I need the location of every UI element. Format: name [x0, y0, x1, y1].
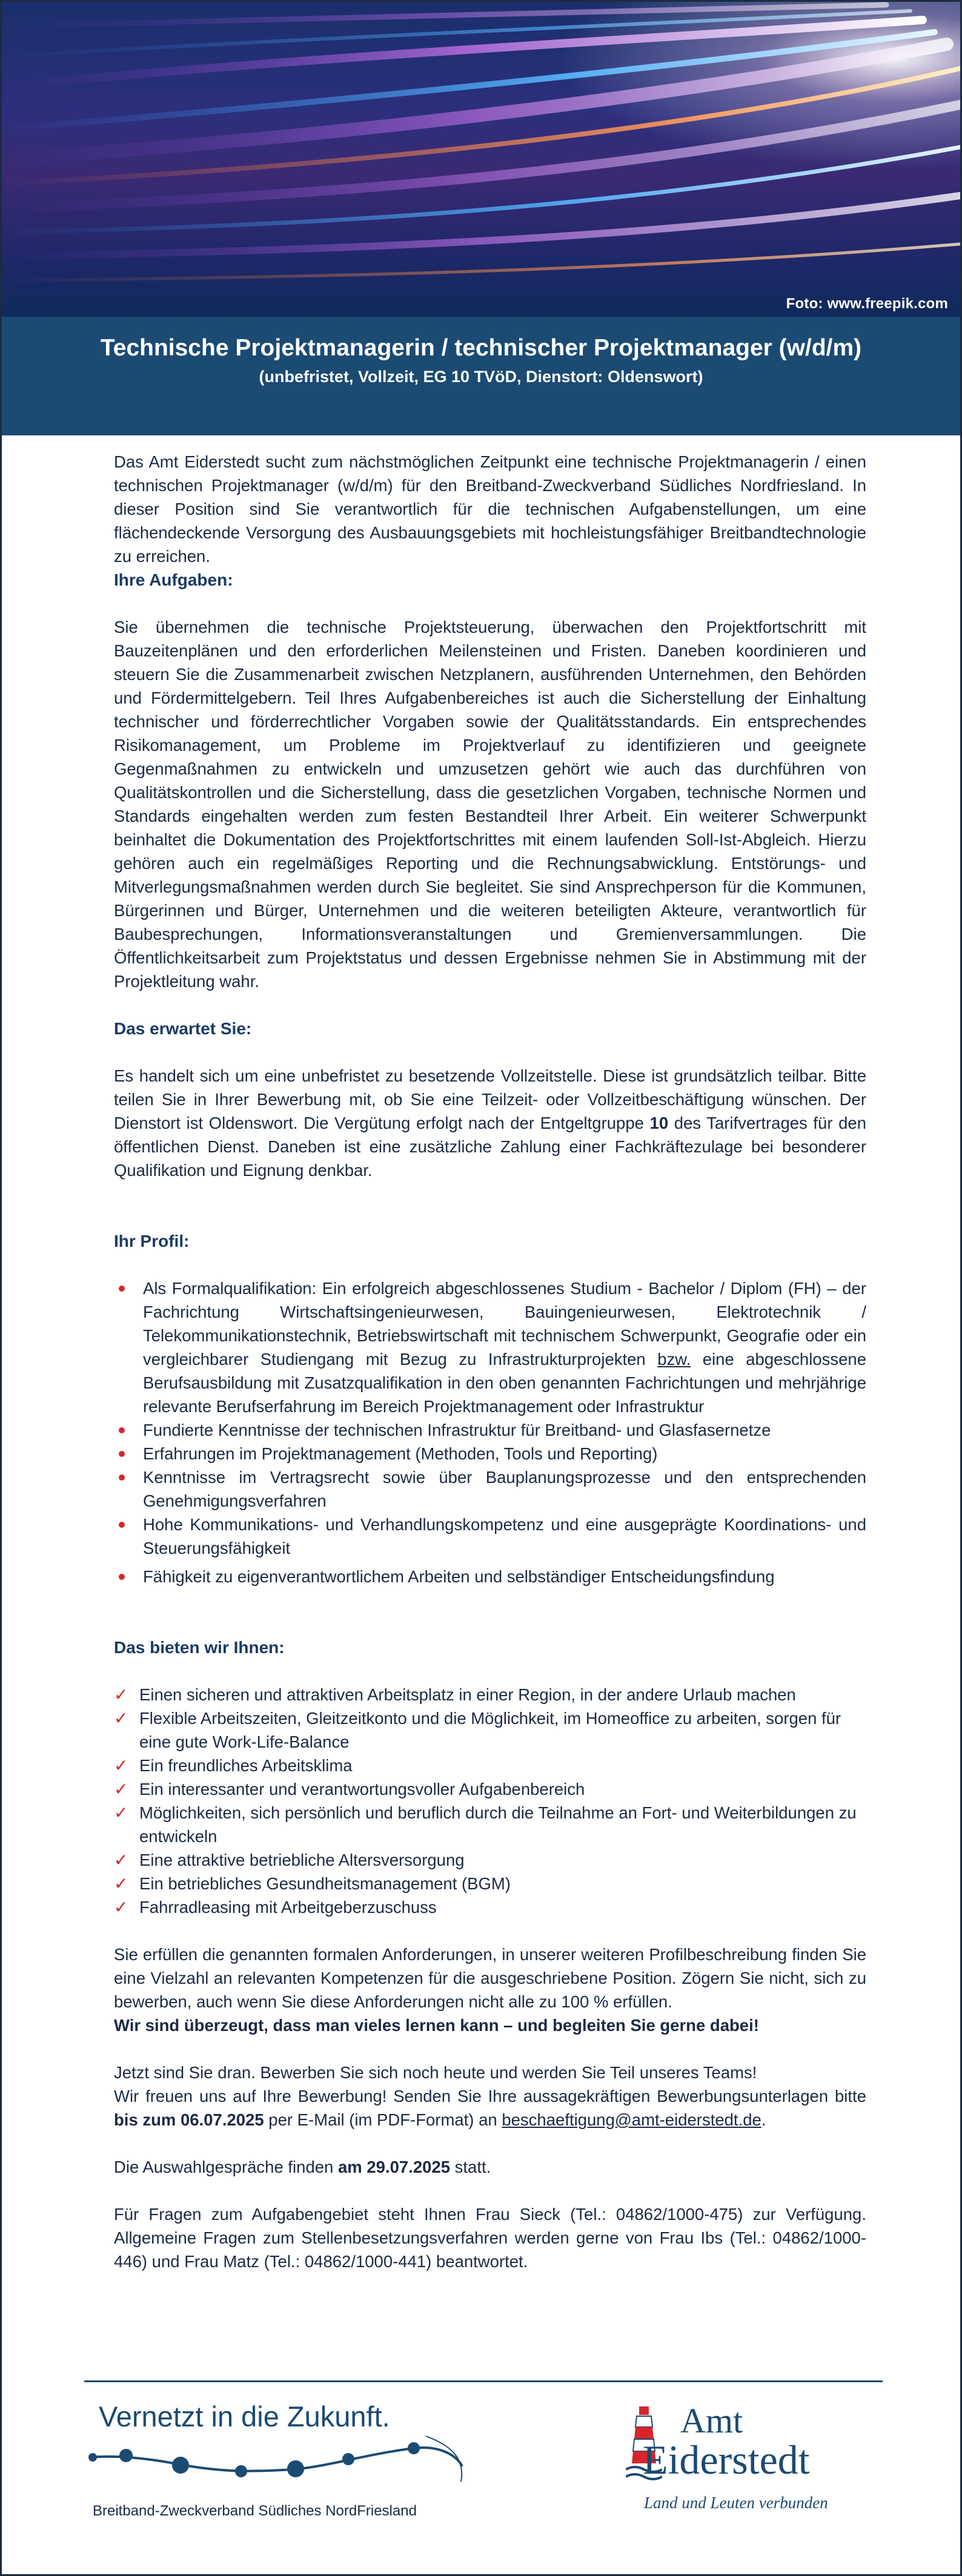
- amt-logo-tagline: Land und Leuten verbunden: [644, 2494, 828, 2512]
- tasks-paragraph: Sie übernehmen die technische Projektsteuerung, überwachen den Projektfortschritt mit Bauzeitenplänen und den erforderlichen Meilensteinen und Fristen. Daneben koordinieren und steuern Sie die Zusammenarbeit zwischen Netzplanern, ausführenden Unternehmen, den Behörden und Fördermittelgebern. Teil Ihres Aufgabenbereiches ist auch die Sicherstellung der Einhaltung technischer und förderrechtlicher Vorgaben sowie der Qualitätsstandards. Ein entsprechendes Risikomanagement, um Probleme im Projektverlauf zu identifizieren und geeignete Gegenmaßnahmen zu entwickeln und umzusetzen gehört wie auch das durchführen von Qualitätskontrollen und die Sicherstellung, dass die gesetzlichen Vorgaben, technische Normen und Standards eingehalten werden zum festen Bestandteil Ihrer Arbeit. Ein weiterer Schwerpunkt beinhaltet die Dokumentation des Projektfortschrittes mit einem laufenden Soll-Ist-Abgleich. Hierzu gehören auch ein regelmäßiges Reporting und die Rechnungsabwicklung. Entstörungs- und Mitverlegungsmaßnahmen werden durch Sie begleitet. Sie sind Ansprechperson für die Kommunen, Bürgerinnen und Bürger, Unternehmen und die weiteren beteiligten Akteure, verantwortlich für Baubesprechungen, Informationsveranstaltungen und Gremienversammlungen. Die Öffentlichkeitsarbeit zum Projektstatus und dessen Ergebnisse nehmen Sie in Abstimmung mit der Projektleitung wahr.: [114, 618, 866, 991]
- offer-item: ✓ Fahrradleasing mit Arbeitgeberzuschuss: [114, 1895, 866, 1919]
- application-email-link[interactable]: beschaeftigung@amt-eiderstedt.de: [502, 2110, 761, 2129]
- job-subtitle: (unbefristet, Vollzeit, EG 10 TVöD, Dienstort: Oldenswort): [259, 368, 703, 386]
- profile-heading: Ihr Profil:: [114, 1232, 190, 1250]
- profile-item-4: Kenntnisse im Vertragsrecht sowie über Bauplanungsprozesse und den entsprechenden Genehmigungsverfahren: [143, 1468, 866, 1510]
- check-icon: ✓: [114, 1709, 128, 1728]
- check-icon: ✓: [114, 1780, 128, 1798]
- intro-paragraph: Das Amt Eiderstedt sucht zum nächstmöglichen Zeitpunkt eine technische Projektmanagerin / einen technischen Projektmanager (w/d/m) für den Breitband-Zweckverband Südliches Nordfriesland. In dieser Position sind Sie verantwortlich für die technischen Aufgabenstellungen, um eine flächendeckende Versorgung des Ausbauungsgebiets mit hochleistungsfähiger Breitbandtechnologie zu erreichen.: [114, 452, 866, 566]
- contact-paragraph: Für Fragen zum Aufgabengebiet steht Ihnen Frau Sieck (Tel.: 04862/1000-475) zur Verfügung. Allgemeine Fragen zum Stellenbesetzungsverfahren werden gerne von Frau Ibs (Tel.: 04862/1000-446) und Frau Matz (Tel.: 04862/1000-441) beantwortet.: [114, 2205, 866, 2271]
- hero-image: [2, 2, 960, 317]
- offer-item: ✓ Ein interessanter und verantwortungsvoller Aufgabenbereich: [114, 1777, 866, 1801]
- job-title: Technische Projektmanagerin / technischer Projektmanager (w/d/m): [100, 335, 862, 361]
- breitband-logo: [87, 2400, 474, 2533]
- expect-text-1: Es handelt sich um eine unbefristet zu besetzende Vollzeitstelle. Diese ist grundsätzlich teilbar. Bitte teilen Sie in Ihrer Bewerbung mit, ob Sie eine Teilzeit- oder Vollzeitbeschäftigung wünschen. Der Dienstort ist Oldenswort. Die Vergütung erfolgt nach der Entgeltgruppe: [114, 1066, 866, 1132]
- profile-item-1-underlined: bzw.: [657, 1350, 691, 1369]
- profile-item: [114, 1418, 866, 1442]
- profile-item: [114, 1442, 866, 1465]
- profile-item-3: Erfahrungen im Projektmanagement (Methoden, Tools und Reporting): [143, 1444, 658, 1463]
- offer-heading: Das bieten wir Ihnen:: [114, 1638, 285, 1657]
- tasks-heading: Ihre Aufgaben:: [114, 570, 233, 589]
- amt-logo-line1: Amt: [680, 2401, 743, 2440]
- check-icon: ✓: [114, 1898, 128, 1917]
- amt-logo-line2: Eiderstedt: [643, 2437, 810, 2483]
- profile-item: [114, 1513, 866, 1560]
- expect-pay-group: 10: [649, 1114, 669, 1132]
- breitband-logo-title: Vernetzt in die Zukunft.: [99, 2400, 390, 2432]
- profile-item: [114, 1276, 866, 1418]
- photo-credit: Foto: www.freepik.com: [786, 296, 948, 312]
- job-description: [114, 450, 866, 2273]
- offer-list: [114, 1683, 866, 1919]
- bullet-icon: [119, 1475, 125, 1481]
- profile-item: [114, 1565, 866, 1588]
- profile-item-1a: Als Formalqualifikation: Ein erfolgreich abgeschlossenes Studium - Bachelor / Diplom (FH) – der Fachrichtung Wirtschaftsingenieurwesen, Bauingenieurwesen, Elektrotechnik / Telekommunikationstechnik, Betriebswirtschaft mit technischem Schwerpunkt, Geografie oder ein vergleichbarer Studiengang mit Bezug zu Infrastrukturprojekten: [143, 1279, 866, 1369]
- bullet-icon: [119, 1286, 125, 1292]
- amt-eiderstedt-logo: [626, 2403, 880, 2524]
- offer-item: ✓ Ein betriebliches Gesundheitsmanagement (BGM): [114, 1872, 866, 1895]
- profile-item-1b: eine abgeschlossene Berufsausbildung mit Zusatzqualifikation in den oben genannten Fachrichtungen und mehrjährige relevante Berufserfahrung im Bereich Projektmanagement oder Infrastruktur: [143, 1350, 866, 1416]
- profile-item-5: Hohe Kommunikations- und Verhandlungskompetenz und eine ausgeprägte Koordinations- und Steuerungsfähigkeit: [143, 1515, 866, 1557]
- offer-item: ✓ Eine attraktive betriebliche Altersversorgung: [114, 1848, 866, 1872]
- offer-item: ✓ Flexible Arbeitszeiten, Gleitzeitkonto und die Möglichkeit, im Homeoffice zu arbeiten, sorgen für eine gute Work-Life-Balance: [114, 1706, 866, 1754]
- bullet-icon: [119, 1451, 125, 1457]
- check-icon: ✓: [114, 1851, 128, 1869]
- expect-text-2: des Tarifvertrages für den öffentlichen Dienst. Daneben ist eine zusätzliche Zahlung einer Fachkräftezulage bei besonderer Qualifikation und Eignung denkbar.: [114, 1114, 866, 1180]
- footer-divider: [84, 2380, 883, 2382]
- expect-heading: Das erwartet Sie:: [114, 1019, 252, 1038]
- expect-paragraph: [114, 1064, 866, 1182]
- bullet-icon: [119, 1522, 125, 1528]
- check-icon: ✓: [114, 1803, 128, 1822]
- interview-date: am 29.07.2025: [337, 2158, 450, 2176]
- offer-item: ✓ Möglichkeiten, sich persönlich und beruflich durch die Teilnahme an Fort- und Weiterbildungen zu entwickeln: [114, 1801, 866, 1848]
- offer-item: ✓ Ein freundliches Arbeitsklima: [114, 1754, 866, 1777]
- profile-item-6: Fähigkeit zu eigenverantwortlichem Arbeiten und selbständiger Entscheidungsfindung: [143, 1567, 775, 1586]
- network-dots-icon: [87, 2430, 474, 2503]
- interview-paragraph: Die Auswahlgespräche finden am 29.07.2025 statt.: [114, 2158, 491, 2176]
- profile-list: [114, 1276, 866, 1588]
- check-icon: ✓: [114, 1874, 128, 1893]
- bullet-icon: [119, 1427, 125, 1433]
- offer-item: ✓ Einen sicheren und attraktiven Arbeitsplatz in einer Region, in der andere Urlaub machen: [114, 1683, 866, 1706]
- light-streaks-illustration: [2, 2, 960, 317]
- profile-item: [114, 1465, 866, 1513]
- check-icon: ✓: [114, 1685, 128, 1704]
- title-banner: [2, 317, 960, 435]
- application-paragraph: Jetzt sind Sie dran. Bewerben Sie sich noch heute und werden Sie Teil unseres Teams! Wir freuen uns auf Ihre Bewerbung! Senden Sie Ihre aussagekräftigen Bewerbungsunterlagen bitte bis zum 06.07.2025 per E-Mail (im PDF-Format) an beschaeftigung@amt-eiderstedt.de.: [114, 2063, 866, 2129]
- profile-item-2: Fundierte Kenntnisse der technischen Infrastruktur für Breitband- und Glasfasernetze: [143, 1421, 771, 1439]
- breitband-logo-subtitle: Breitband-Zweckverband Südliches NordFriesland: [93, 2503, 417, 2519]
- encouragement-bold: Wir sind überzeugt, dass man vieles lernen kann – und begleiten Sie gerne dabei!: [114, 2016, 759, 2035]
- application-deadline: bis zum 06.07.2025: [114, 2110, 264, 2129]
- check-icon: ✓: [114, 1756, 128, 1775]
- bullet-icon: [119, 1574, 125, 1580]
- encouragement-paragraph: Sie erfüllen die genannten formalen Anforderungen, in unserer weiteren Profilbeschreibung finden Sie eine Vielzahl an relevanten Kompetenzen für die ausgeschriebene Position. Zögern Sie nicht, sich zu bewerben, auch wenn Sie diese Anforderungen nicht alle zu 100 % erfüllen. Wir sind überzeugt, dass man vieles lernen kann – und begleiten Sie gerne dabei!: [114, 1945, 866, 2035]
